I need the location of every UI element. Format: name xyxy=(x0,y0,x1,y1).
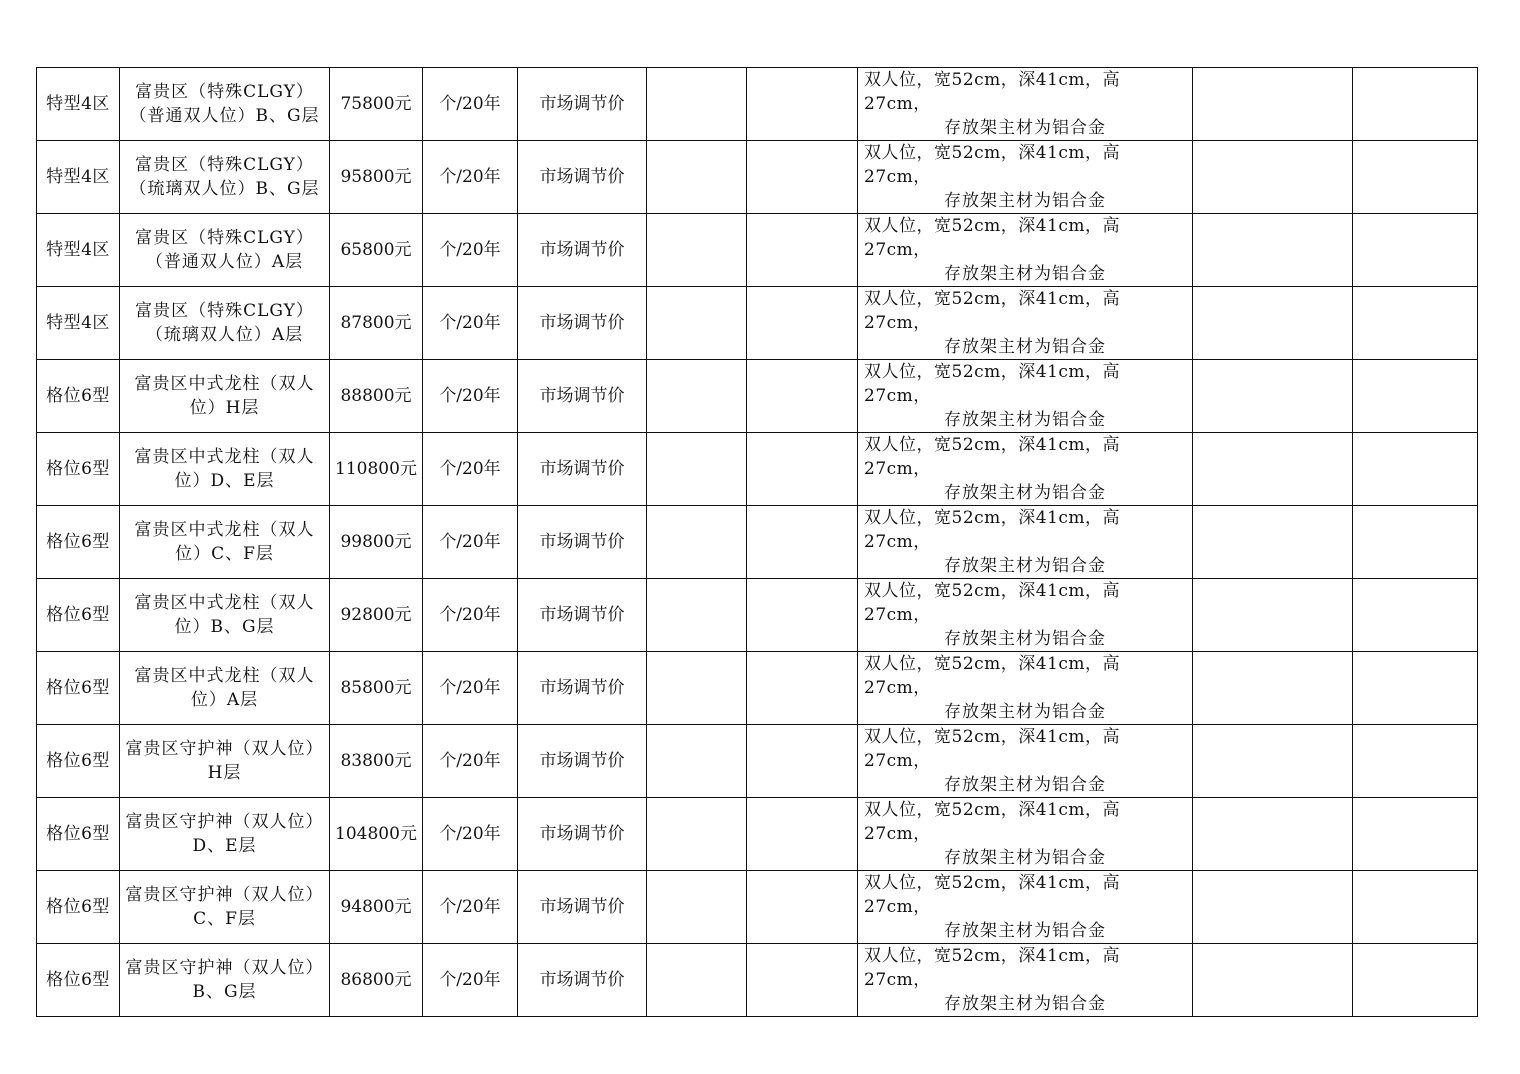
cell-type: 格位6型 xyxy=(37,944,120,1017)
spec-line-1: 双人位，宽52cm，深41cm，高27cm， xyxy=(864,362,1121,406)
cell-spec xyxy=(858,141,1193,214)
cell-empty xyxy=(647,652,747,725)
cell-empty xyxy=(647,214,747,287)
cell-empty xyxy=(747,579,858,652)
spec-line-2: 存放架主材为铝合金 xyxy=(944,337,1106,357)
table-row xyxy=(37,725,1478,798)
cell-price: 92800元 xyxy=(330,579,423,652)
cell-empty xyxy=(747,68,858,141)
cell-price: 88800元 xyxy=(330,360,423,433)
cell-empty xyxy=(647,944,747,1017)
cell-spec xyxy=(858,506,1193,579)
cell-name: 富贵区守护神（双人位）C、F层 xyxy=(120,871,330,944)
cell-spec xyxy=(858,725,1193,798)
cell-unit: 个/20年 xyxy=(423,506,518,579)
cell-spec xyxy=(858,360,1193,433)
cell-price: 95800元 xyxy=(330,141,423,214)
table-row xyxy=(37,68,1478,141)
cell-empty xyxy=(1193,725,1353,798)
table-row xyxy=(37,433,1478,506)
table-row xyxy=(37,287,1478,360)
cell-empty xyxy=(1353,214,1478,287)
cell-empty xyxy=(747,141,858,214)
spec-line-1: 双人位，宽52cm，深41cm，高27cm， xyxy=(864,873,1121,917)
spec-line-1: 双人位，宽52cm，深41cm，高27cm， xyxy=(864,143,1121,187)
cell-type: 特型4区 xyxy=(37,214,120,287)
cell-unit: 个/20年 xyxy=(423,360,518,433)
cell-price: 83800元 xyxy=(330,725,423,798)
cell-type: 特型4区 xyxy=(37,68,120,141)
cell-type: 特型4区 xyxy=(37,141,120,214)
cell-pricing-type: 市场调节价 xyxy=(518,433,647,506)
cell-empty xyxy=(647,433,747,506)
cell-type: 特型4区 xyxy=(37,287,120,360)
spec-line-2: 存放架主材为铝合金 xyxy=(944,483,1106,503)
cell-price: 65800元 xyxy=(330,214,423,287)
cell-spec xyxy=(858,944,1193,1017)
cell-empty xyxy=(1193,433,1353,506)
cell-pricing-type: 市场调节价 xyxy=(518,798,647,871)
price-table xyxy=(36,67,1478,1017)
cell-unit: 个/20年 xyxy=(423,725,518,798)
cell-spec xyxy=(858,287,1193,360)
cell-empty xyxy=(1193,214,1353,287)
cell-name: 富贵区守护神（双人位）B、G层 xyxy=(120,944,330,1017)
spec-line-2: 存放架主材为铝合金 xyxy=(944,848,1106,868)
cell-spec xyxy=(858,579,1193,652)
cell-empty xyxy=(1353,798,1478,871)
cell-price: 99800元 xyxy=(330,506,423,579)
cell-empty xyxy=(1193,141,1353,214)
cell-type: 格位6型 xyxy=(37,579,120,652)
spec-line-2: 存放架主材为铝合金 xyxy=(944,410,1106,430)
cell-pricing-type: 市场调节价 xyxy=(518,141,647,214)
cell-spec xyxy=(858,871,1193,944)
cell-unit: 个/20年 xyxy=(423,287,518,360)
spec-line-2: 存放架主材为铝合金 xyxy=(944,994,1106,1014)
cell-name: 富贵区守护神（双人位）D、E层 xyxy=(120,798,330,871)
cell-empty xyxy=(647,798,747,871)
cell-name: 富贵区守护神（双人位）H层 xyxy=(120,725,330,798)
table-row xyxy=(37,506,1478,579)
cell-pricing-type: 市场调节价 xyxy=(518,579,647,652)
cell-name: 富贵区中式龙柱（双人位）C、F层 xyxy=(120,506,330,579)
cell-pricing-type: 市场调节价 xyxy=(518,944,647,1017)
spec-line-1: 双人位，宽52cm，深41cm，高27cm， xyxy=(864,435,1121,479)
cell-name: 富贵区中式龙柱（双人位）H层 xyxy=(120,360,330,433)
cell-pricing-type: 市场调节价 xyxy=(518,360,647,433)
cell-unit: 个/20年 xyxy=(423,579,518,652)
cell-empty xyxy=(747,725,858,798)
cell-name: 富贵区（特殊CLGY）（琉璃双人位）B、G层 xyxy=(120,141,330,214)
spec-line-2: 存放架主材为铝合金 xyxy=(944,191,1106,211)
cell-type: 格位6型 xyxy=(37,871,120,944)
cell-empty xyxy=(1353,141,1478,214)
cell-empty xyxy=(1353,506,1478,579)
cell-pricing-type: 市场调节价 xyxy=(518,871,647,944)
cell-spec xyxy=(858,433,1193,506)
table-body xyxy=(37,68,1478,1017)
cell-empty xyxy=(1353,287,1478,360)
cell-name: 富贵区中式龙柱（双人位）D、E层 xyxy=(120,433,330,506)
cell-empty xyxy=(1193,944,1353,1017)
cell-empty xyxy=(1353,652,1478,725)
cell-price: 75800元 xyxy=(330,68,423,141)
cell-pricing-type: 市场调节价 xyxy=(518,725,647,798)
cell-price: 87800元 xyxy=(330,287,423,360)
table-row xyxy=(37,360,1478,433)
cell-price: 86800元 xyxy=(330,944,423,1017)
cell-name: 富贵区中式龙柱（双人位）B、G层 xyxy=(120,579,330,652)
cell-price: 110800元 xyxy=(330,433,423,506)
spec-line-1: 双人位，宽52cm，深41cm，高27cm， xyxy=(864,508,1121,552)
cell-empty xyxy=(1353,579,1478,652)
cell-empty xyxy=(1193,68,1353,141)
cell-empty xyxy=(647,871,747,944)
cell-empty xyxy=(747,652,858,725)
cell-empty xyxy=(747,798,858,871)
spec-line-2: 存放架主材为铝合金 xyxy=(944,556,1106,576)
cell-spec xyxy=(858,798,1193,871)
cell-empty xyxy=(1353,871,1478,944)
cell-name: 富贵区（特殊CLGY）（琉璃双人位）A层 xyxy=(120,287,330,360)
cell-empty xyxy=(747,360,858,433)
cell-empty xyxy=(1353,725,1478,798)
cell-unit: 个/20年 xyxy=(423,214,518,287)
cell-name: 富贵区（特殊CLGY）（普通双人位）B、G层 xyxy=(120,68,330,141)
table-row xyxy=(37,579,1478,652)
cell-empty xyxy=(747,433,858,506)
cell-type: 格位6型 xyxy=(37,433,120,506)
table-row xyxy=(37,871,1478,944)
cell-unit: 个/20年 xyxy=(423,944,518,1017)
cell-type: 格位6型 xyxy=(37,652,120,725)
cell-empty xyxy=(647,725,747,798)
cell-empty xyxy=(747,506,858,579)
cell-pricing-type: 市场调节价 xyxy=(518,652,647,725)
cell-empty xyxy=(647,579,747,652)
cell-empty xyxy=(747,944,858,1017)
cell-empty xyxy=(1193,652,1353,725)
cell-empty xyxy=(647,506,747,579)
cell-type: 格位6型 xyxy=(37,506,120,579)
table-row xyxy=(37,652,1478,725)
cell-name: 富贵区（特殊CLGY）（普通双人位）A层 xyxy=(120,214,330,287)
cell-unit: 个/20年 xyxy=(423,68,518,141)
cell-pricing-type: 市场调节价 xyxy=(518,214,647,287)
cell-price: 94800元 xyxy=(330,871,423,944)
spec-line-2: 存放架主材为铝合金 xyxy=(944,629,1106,649)
cell-empty xyxy=(1353,944,1478,1017)
cell-empty xyxy=(1353,433,1478,506)
cell-empty xyxy=(1193,360,1353,433)
table-row xyxy=(37,141,1478,214)
cell-pricing-type: 市场调节价 xyxy=(518,68,647,141)
cell-unit: 个/20年 xyxy=(423,141,518,214)
cell-empty xyxy=(1353,360,1478,433)
cell-type: 格位6型 xyxy=(37,798,120,871)
cell-price: 85800元 xyxy=(330,652,423,725)
table-row xyxy=(37,944,1478,1017)
cell-pricing-type: 市场调节价 xyxy=(518,506,647,579)
cell-empty xyxy=(747,871,858,944)
cell-empty xyxy=(1193,506,1353,579)
spec-line-1: 双人位，宽52cm，深41cm，高27cm， xyxy=(864,216,1121,260)
spec-line-2: 存放架主材为铝合金 xyxy=(944,775,1106,795)
spec-line-2: 存放架主材为铝合金 xyxy=(944,921,1106,941)
cell-empty xyxy=(647,360,747,433)
spec-line-1: 双人位，宽52cm，深41cm，高27cm， xyxy=(864,70,1121,114)
cell-empty xyxy=(647,287,747,360)
spec-line-2: 存放架主材为铝合金 xyxy=(944,118,1106,138)
spec-line-2: 存放架主材为铝合金 xyxy=(944,702,1106,722)
cell-type: 格位6型 xyxy=(37,360,120,433)
cell-empty xyxy=(1193,579,1353,652)
cell-unit: 个/20年 xyxy=(423,652,518,725)
table-row xyxy=(37,798,1478,871)
spec-line-1: 双人位，宽52cm，深41cm，高27cm， xyxy=(864,800,1121,844)
cell-name: 富贵区中式龙柱（双人位）A层 xyxy=(120,652,330,725)
table-row xyxy=(37,214,1478,287)
cell-empty xyxy=(1193,798,1353,871)
spec-line-1: 双人位，宽52cm，深41cm，高27cm， xyxy=(864,727,1121,771)
cell-spec xyxy=(858,214,1193,287)
cell-pricing-type: 市场调节价 xyxy=(518,287,647,360)
cell-empty xyxy=(1353,68,1478,141)
cell-unit: 个/20年 xyxy=(423,871,518,944)
spec-line-1: 双人位，宽52cm，深41cm，高27cm， xyxy=(864,289,1121,333)
cell-type: 格位6型 xyxy=(37,725,120,798)
spec-line-1: 双人位，宽52cm，深41cm，高27cm， xyxy=(864,946,1121,990)
cell-empty xyxy=(747,214,858,287)
cell-unit: 个/20年 xyxy=(423,798,518,871)
cell-empty xyxy=(1193,871,1353,944)
spec-line-1: 双人位，宽52cm，深41cm，高27cm， xyxy=(864,654,1121,698)
cell-spec xyxy=(858,68,1193,141)
cell-empty xyxy=(647,141,747,214)
cell-unit: 个/20年 xyxy=(423,433,518,506)
cell-empty xyxy=(1193,287,1353,360)
cell-empty xyxy=(747,287,858,360)
cell-empty xyxy=(647,68,747,141)
spec-line-1: 双人位，宽52cm，深41cm，高27cm， xyxy=(864,581,1121,625)
spec-line-2: 存放架主材为铝合金 xyxy=(944,264,1106,284)
cell-spec xyxy=(858,652,1193,725)
cell-price: 104800元 xyxy=(330,798,423,871)
